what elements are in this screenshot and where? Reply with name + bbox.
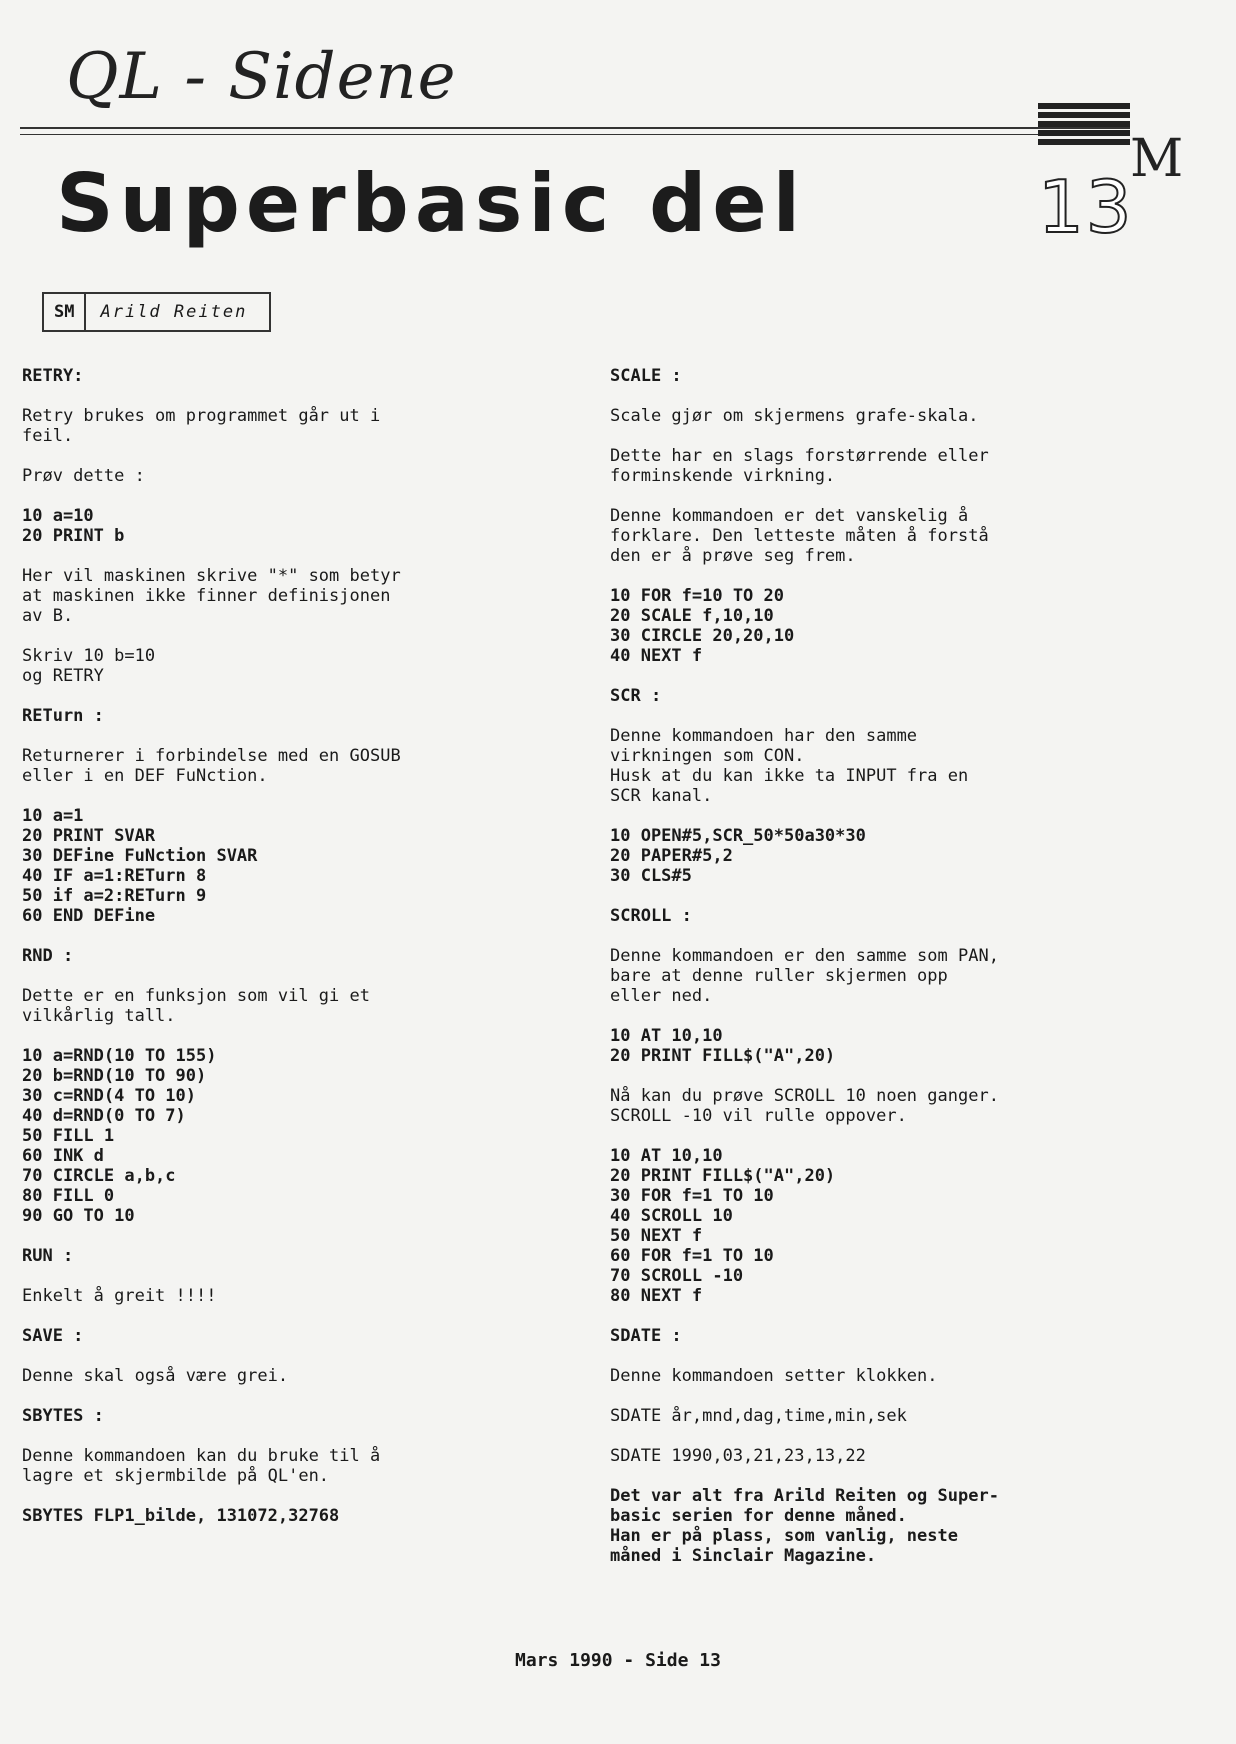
magazine-logo-icon — [1038, 103, 1130, 159]
paragraph: Denne kommandoen setter klokken. — [610, 1366, 938, 1386]
closing-note: Det var alt fra Arild Reiten og Super- basic serien for denne måned. Han er på plass, som vanlig, neste måned i Sinclair Magazine. — [610, 1486, 999, 1566]
header-rule — [20, 127, 1130, 129]
title-number: 13 — [1038, 165, 1134, 249]
section-heading: RETRY: — [22, 366, 84, 386]
paragraph: Nå kan du prøve SCROLL 10 noen ganger. SCROLL -10 vil rulle oppover. — [610, 1086, 999, 1126]
code-listing: 10 a=10 20 PRINT b — [22, 506, 125, 546]
section-heading: SCALE : — [610, 366, 682, 386]
code-listing: 10 a=1 20 PRINT SVAR 30 DEFine FuNction SVAR 40 IF a=1:RETurn 8 50 if a=2:RETurn 9 60 END DEFine — [22, 806, 258, 926]
byline-tag: SM — [44, 294, 86, 330]
paragraph: Scale gjør om skjermens grafe-skala. — [610, 406, 979, 426]
section-heading: SBYTES : — [22, 1406, 104, 1426]
header-rule-thin — [20, 134, 1130, 135]
section-heading: SCROLL : — [610, 906, 692, 926]
paragraph: Denne kommandoen er det vanskelig å forklare. Den letteste måten å forstå den er å prøve seg frem. — [610, 506, 989, 566]
paragraph: SDATE år,mnd,dag,time,min,sek — [610, 1406, 907, 1426]
right-column — [610, 366, 1190, 1566]
paragraph: Her vil maskinen skrive "*" som betyr at maskinen ikke finner definisjonen av B. — [22, 566, 401, 626]
page-title: Superbasic del — [56, 157, 807, 250]
section-heading: SDATE : — [610, 1326, 682, 1346]
paragraph: Denne kommandoen har den samme virkningen som CON. Husk at du kan ikke ta INPUT fra en SCR kanal. — [610, 726, 969, 806]
paragraph: Dette er en funksjon som vil gi et vilkårlig tall. — [22, 986, 370, 1026]
paragraph: Denne skal også være grei. — [22, 1366, 289, 1386]
section-heading: RUN : — [22, 1246, 74, 1266]
paragraph: SDATE 1990,03,21,23,13,22 — [610, 1446, 866, 1466]
byline-author: Arild Reiten — [100, 302, 248, 322]
paragraph: Dette har en slags forstørrende eller forminskende virkning. — [610, 446, 989, 486]
byline-box — [42, 292, 271, 332]
section-heading: RETurn : — [22, 706, 104, 726]
code-listing: 10 OPEN#5,SCR_50*50a30*30 20 PAPER#5,2 30 CLS#5 — [610, 826, 866, 886]
code-listing: 10 AT 10,10 20 PRINT FILL$("A",20) — [610, 1026, 836, 1066]
paragraph: Retry brukes om programmet går ut i feil. — [22, 406, 381, 446]
code-listing: 10 FOR f=10 TO 20 20 SCALE f,10,10 30 CIRCLE 20,20,10 40 NEXT f — [610, 586, 795, 666]
section-heading: SCR : — [610, 686, 662, 706]
section-heading: RND : — [22, 946, 74, 966]
code-listing: 10 AT 10,10 20 PRINT FILL$("A",20) 30 FOR f=1 TO 10 40 SCROLL 10 50 NEXT f 60 FOR f=1 TO 10 70 SCROLL -10 80 NEXT f — [610, 1146, 836, 1306]
paragraph: Denne kommandoen er den samme som PAN, bare at denne ruller skjermen opp eller ned. — [610, 946, 999, 1006]
paragraph: Enkelt å greit !!!! — [22, 1286, 217, 1306]
logo-letter: M — [1130, 129, 1184, 189]
left-column — [22, 366, 582, 1546]
paragraph: Denne kommandoen kan du bruke til å lagre et skjermbilde på QL'en. — [22, 1446, 381, 1486]
code-listing: SBYTES FLP1_bilde, 131072,32768 — [22, 1506, 340, 1526]
page-footer: Mars 1990 - Side 13 — [515, 1650, 721, 1671]
section-brand: QL - Sidene — [66, 40, 457, 114]
paragraph: Returnerer i forbindelse med en GOSUB eller i en DEF FuNction. — [22, 746, 401, 786]
paragraph: Skriv 10 b=10 og RETRY — [22, 646, 156, 686]
code-listing: 10 a=RND(10 TO 155) 20 b=RND(10 TO 90) 30 c=RND(4 TO 10) 40 d=RND(0 TO 7) 50 FILL 1 60 INK d 70 CIRCLE a,b,c 80 FILL 0 90 GO TO 10 — [22, 1046, 217, 1226]
paragraph: Prøv dette : — [22, 466, 145, 486]
section-heading: SAVE : — [22, 1326, 84, 1346]
